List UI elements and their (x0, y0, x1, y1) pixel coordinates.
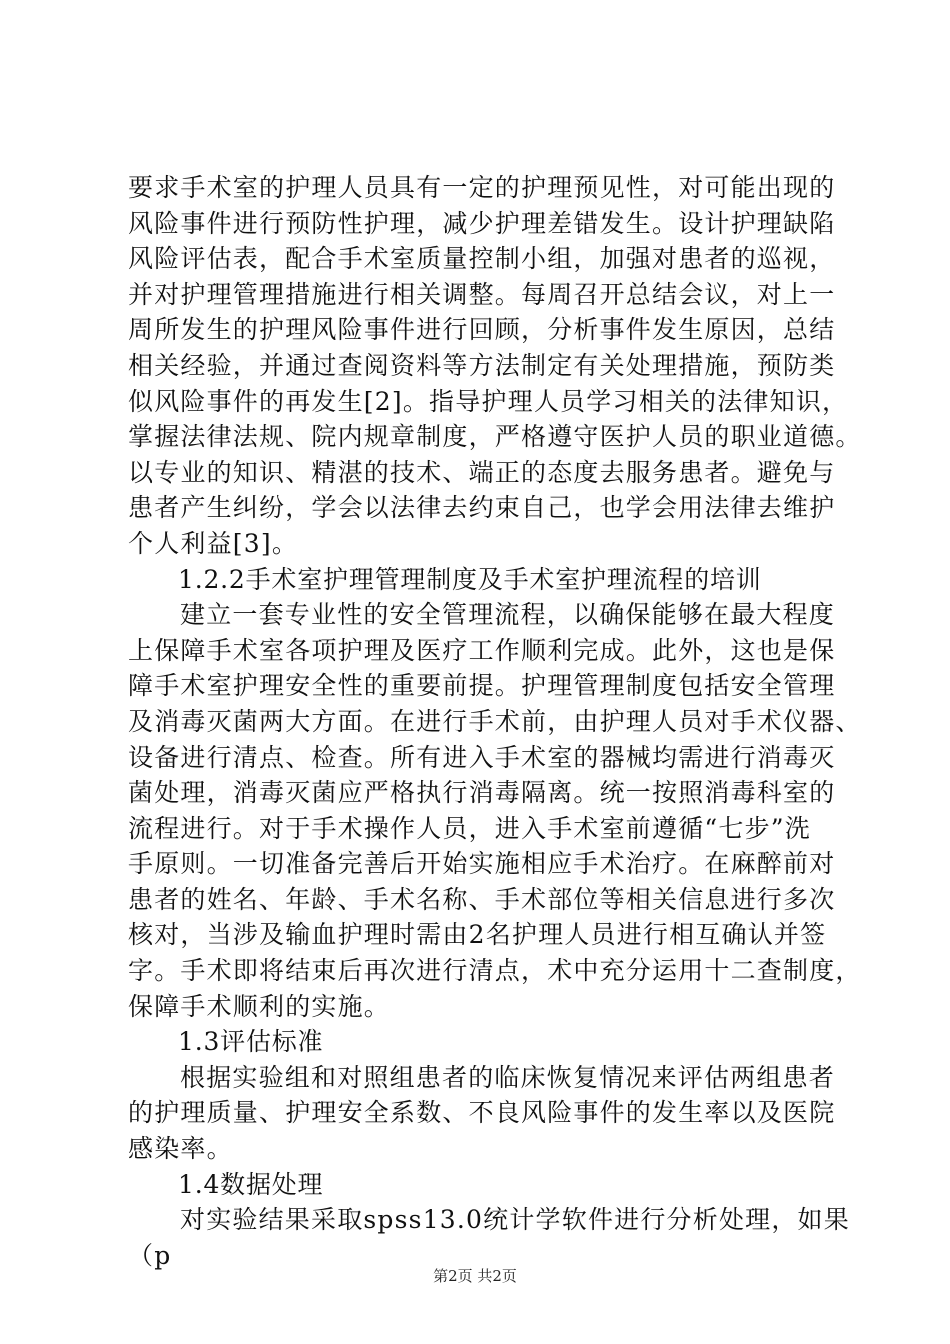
section-heading: 1.4数据处理 (178, 1169, 324, 1199)
text-line: 周所发生的护理风险事件进行回顾，分析事件发生原因，总结 (128, 315, 836, 345)
text-line: 要求手术室的护理人员具有一定的护理预见性，对可能出现的 (128, 173, 836, 202)
page-footer: 第2页 共2页 (433, 1267, 517, 1285)
text-line: 核对，当涉及输血护理时需由2名护理人员进行相互确认并签 (128, 920, 827, 950)
text-line: 的护理质量、护理安全系数、不良风险事件的发生率以及医院 (128, 1098, 836, 1128)
text-line: 风险事件进行预防性护理，减少护理差错发生。设计护理缺陷 (128, 208, 836, 238)
text-line: 个人利益[3]。 (128, 528, 299, 558)
text-line: 掌握法律法规、院内规章制度，严格遵守医护人员的职业道德。 (128, 422, 862, 452)
text-line: 并对护理管理措施进行相关调整。每周召开总结会议，对上一 (128, 279, 836, 309)
text-line: 对实验结果采取spss13.0统计学软件进行分析处理，如果 (180, 1205, 850, 1235)
text-line: 相关经验，并通过查阅资料等方法制定有关处理措施，预防类 (128, 350, 836, 380)
text-line: 及消毒灭菌两大方面。在进行手术前，由护理人员对手术仪器、 (128, 706, 862, 736)
text-line: 手原则。一切准备完善后开始实施相应手术治疗。在麻醉前对 (128, 849, 836, 879)
text-line: 障手术室护理安全性的重要前提。护理管理制度包括安全管理 (128, 671, 836, 701)
text-line: 字。手术即将结束后再次进行清点，术中充分运用十二查制度， (128, 956, 862, 986)
section-heading: 1.2.2手术室护理管理制度及手术室护理流程的培训 (178, 564, 762, 594)
text-line: 根据实验组和对照组患者的临床恢复情况来评估两组患者 (180, 1062, 836, 1092)
text-line: 感染率。 (128, 1134, 233, 1164)
text-line: 流程进行。对于手术操作人员，进入手术室前遵循“七步”洗 (128, 813, 811, 843)
text-line: 以专业的知识、精湛的技术、端正的态度去服务患者。避免与 (128, 457, 836, 487)
text-line: 建立一套专业性的安全管理流程，以确保能够在最大程度 (180, 600, 836, 630)
section-heading: 1.3评估标准 (178, 1027, 324, 1057)
text-line: 上保障手术室各项护理及医疗工作顺利完成。此外，这也是保 (128, 635, 836, 665)
text-line: 菌处理，消毒灭菌应严格执行消毒隔离。统一按照消毒科室的 (128, 778, 836, 808)
body-text (128, 170, 862, 1273)
text-line: 保障手术顺利的实施。 (128, 991, 391, 1021)
text-line: 患者产生纠纷，学会以法律去约束自己，也学会用法律去维护 (128, 493, 836, 523)
text-line: 患者的姓名、年龄、手术名称、手术部位等相关信息进行多次 (128, 884, 836, 914)
text-line: 似风险事件的再发生[2]。指导护理人员学习相关的法律知识， (128, 386, 849, 416)
text-line: 风险评估表，配合手术室质量控制小组，加强对患者的巡视， (128, 244, 836, 274)
text-line: （p (128, 1240, 172, 1270)
text-line: 设备进行清点、检查。所有进入手术室的器械均需进行消毒灭 (128, 742, 836, 772)
